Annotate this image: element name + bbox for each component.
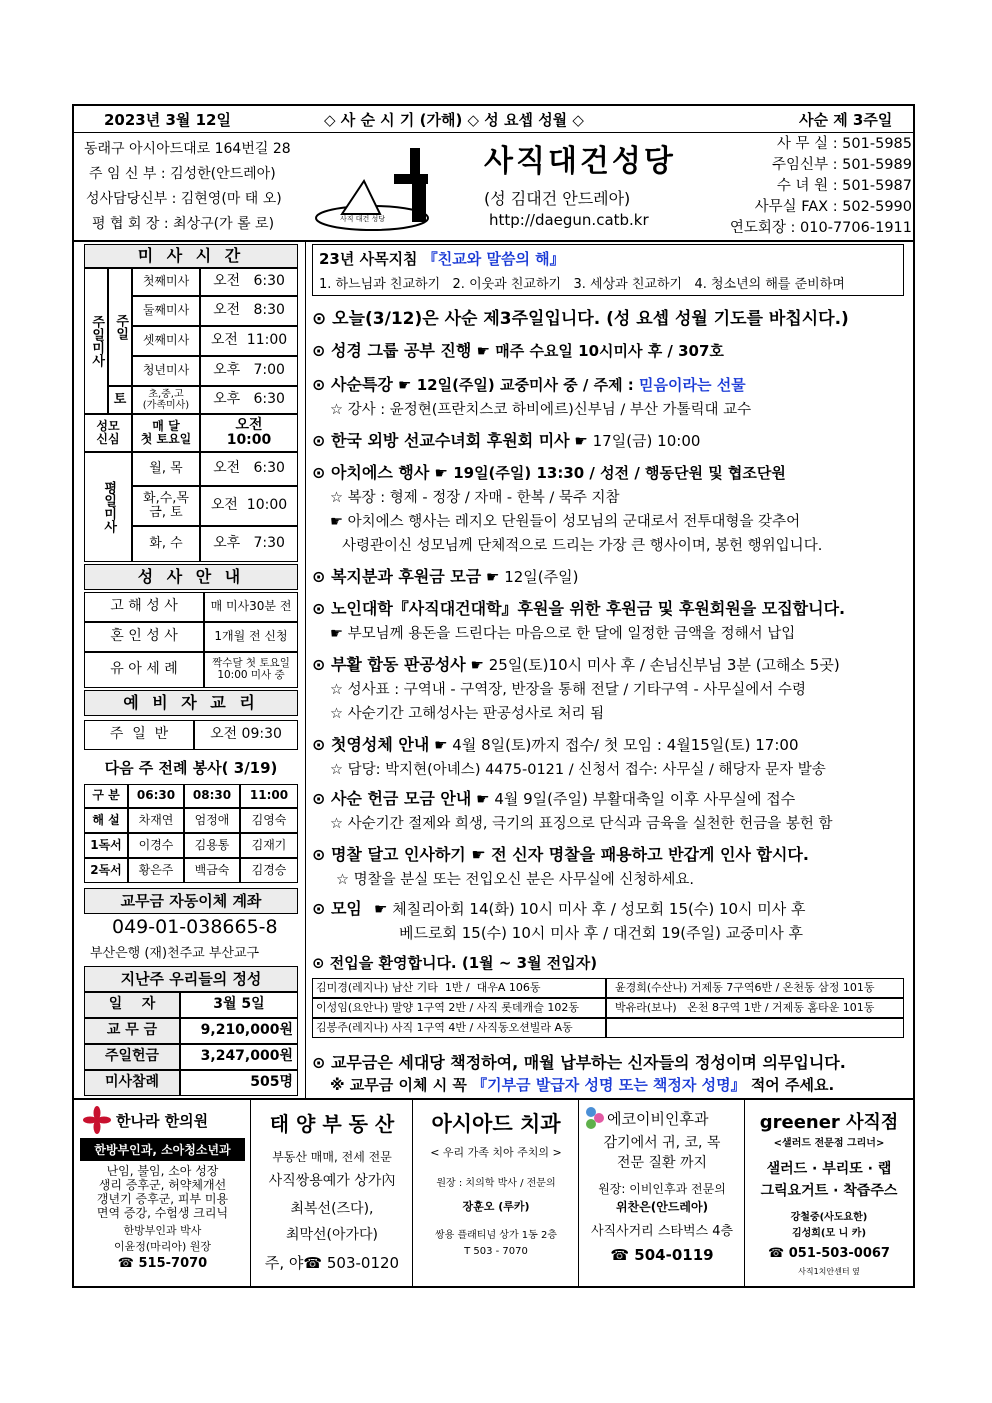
sacrament-info: 짝수달 첫 토요일 10:00 미사 중 <box>204 652 298 688</box>
mass-name: 초,중,고 (가족미사) <box>132 386 200 414</box>
contact-council: 연도회장 : 010-7706-1911 <box>729 220 912 236</box>
mass-time: 오전 8:30 <box>200 296 298 326</box>
serving-person: 김재기 <box>240 833 298 858</box>
notice-mission-mass <box>312 428 700 451</box>
ad-line: 갱년기 증후군, 피부 미용 <box>96 1192 229 1206</box>
serving-title: 다음 주 전례 봉사( 3/19) <box>104 758 278 777</box>
mass-time: 오후 6:30 <box>200 386 298 414</box>
notice-detail: ☛ 4월 8일(토)까지 접수/ 첫 모임 : 4월15일(토) 17:00 <box>429 736 799 754</box>
catechism-time: 오전 09:30 <box>194 720 298 750</box>
sacrament-info: 1개월 전 신청 <box>204 622 298 652</box>
council-chair: 평 협 회 장 : 최상구(가 롤 로) <box>92 216 275 232</box>
notice-confession <box>312 652 840 675</box>
notice-detail: ☛ 매주 수요일 10시미사 후 / 307호 <box>471 342 724 360</box>
ad-band: 한방부인과, 소아청소년과 <box>80 1138 245 1161</box>
newcomer-entry: 김봉주(레지나) 사직 1구역 4반 / 사직동오션빌라 A동 <box>312 1018 606 1038</box>
weekday-time: 오후 7:30 <box>200 526 298 562</box>
serving-header: 08:30 <box>184 784 240 808</box>
tithe-note-c: 적어 주세요. <box>745 1076 835 1094</box>
ad-line: < 우리 가족 치아 주치의 > <box>430 1146 562 1159</box>
communion-contact: ☆ 담당: 박지현(아녜스) 4475-0121 / 신청서 접수: 사무실 / 해당자 문자 발송 <box>330 762 826 778</box>
lecture-topic: 믿음이라는 선물 <box>639 376 746 394</box>
notice-detail: ☛ 12일(주일) <box>481 568 579 586</box>
serving-person: 이경수 <box>128 833 184 858</box>
ad-line: 면역 증강, 수험생 크리닉 <box>96 1206 229 1220</box>
notice-title: ⊙ 사순 헌금 모금 안내 <box>312 789 472 808</box>
parish-logo <box>312 136 447 236</box>
newcomer-entry: 윤경희(수산나) 거제동 7구역6반 / 온천동 삼정 101동 <box>606 978 904 998</box>
acies-dress: ☆ 복장 : 형제 - 정장 / 자매 - 한복 / 묵주 지참 <box>330 490 620 506</box>
ad-line: 김성희(모 니 카) <box>791 1228 867 1239</box>
notice-bible-study <box>312 338 724 361</box>
tithe-bank: 부산은행 (재)천주교 부산교구 <box>90 946 260 961</box>
notice-meetings <box>312 896 362 919</box>
ad-phone: 주, 야☎ 503-0120 <box>264 1254 400 1272</box>
ad-line: 장훈오 (루카) <box>462 1200 530 1213</box>
motto-prefix: 23년 사목지침 <box>319 250 423 268</box>
ad-name: 에코이비인후과 <box>607 1109 709 1128</box>
notice-welfare-fund <box>312 564 578 587</box>
meetings-line-1: ☛ 체칠리아회 14(화) 10시 미사 후 / 성모회 15(수) 10시 미사 후 <box>374 900 806 918</box>
notice-title: ⊙ 복지분과 후원금 모금 <box>312 567 482 586</box>
mass-time: 오전 6:30 <box>200 268 298 296</box>
ad-line: <샐러드 전문점 그리너> <box>773 1138 885 1149</box>
marian-day: 매 달 첫 토요일 <box>132 414 200 452</box>
notice-lent-sunday: ⊙ 오늘(3/12)은 사순 제3주일입니다. (성 요셉 성월 기도를 바칩시다.) <box>312 309 849 329</box>
ad-taeyang-realty <box>251 1100 413 1288</box>
ad-line: 생리 증후군, 허약체개선 <box>98 1178 227 1192</box>
offering-label: 교 무 금 <box>84 1018 180 1044</box>
ad-name: 한나라 한의원 <box>116 1111 209 1130</box>
motto-highlight: 『친교와 말씀의 해』 <box>422 250 565 268</box>
serving-person: 김용통 <box>184 833 240 858</box>
motto-heading <box>319 248 565 269</box>
weekday-mass-label: 평일미사 <box>84 452 132 562</box>
liturgical-week: 사순 제 3주일 <box>799 111 893 129</box>
notice-title: ⊙ 모임 <box>312 899 362 918</box>
marian-label: 성모 신심 <box>84 414 132 452</box>
ad-line: 원장 : 치의학 박사 / 전문의 <box>436 1178 556 1189</box>
offering-value: 9,210,000원 <box>180 1018 298 1044</box>
ad-asiad-dental <box>413 1100 579 1288</box>
notice-detail: ☛ 25일(토)10시 미사 후 / 손님신부님 3분 (고해소 5곳) <box>465 656 840 674</box>
notice-first-communion <box>312 732 799 755</box>
contact-convent: 수 녀 원 : 501-5987 <box>776 178 912 194</box>
ad-line: 원장: 이비인후과 전문의 <box>598 1182 726 1196</box>
serving-person: 엄정애 <box>184 808 240 833</box>
notice-acies <box>312 460 786 483</box>
serving-person: 김영숙 <box>240 808 298 833</box>
weekday-day: 화,수,목 금, 토 <box>132 486 200 526</box>
ad-line: 한방부인과 박사 <box>123 1224 202 1237</box>
notice-title: ⊙ 한국 외방 선교수녀회 후원회 미사 <box>312 431 570 450</box>
notice-lent-offering <box>312 786 795 809</box>
serving-person: 황은주 <box>128 858 184 883</box>
ad-line: 강철중(사도요한) <box>790 1212 868 1223</box>
ad-eco-ent <box>579 1100 745 1288</box>
mass-name: 청년미사 <box>132 356 200 386</box>
sunday-label: 주일 <box>108 268 132 386</box>
mass-name: 첫째미사 <box>132 268 200 296</box>
mass-name: 셋째미사 <box>132 326 200 356</box>
marian-time: 오전 10:00 <box>200 414 298 452</box>
sacrament-name: 유 아 세 례 <box>84 652 204 688</box>
ad-hannara-clinic <box>74 1100 251 1288</box>
lent-offering-detail: ☆ 사순기간 절제와 희생, 극기의 표징으로 단식과 금육을 실천한 헌금을 봉헌 함 <box>330 816 833 832</box>
ad-line: 전문 질환 까지 <box>616 1155 708 1171</box>
parish-address: 동래구 아시아드대로 164번길 28 <box>84 141 291 157</box>
ad-phone: ☎ 051-503-0067 <box>768 1246 890 1261</box>
catechism-class: 주 일 반 <box>84 720 194 750</box>
acies-desc-1: ☛ 아치에스 행사는 레지오 단원들이 성모님의 군대로서 전투대형을 갖추어 <box>330 514 801 530</box>
flower-logo-icon <box>82 1106 112 1134</box>
tithe-transfer-note <box>330 1074 834 1095</box>
serving-role: 1독서 <box>84 833 128 858</box>
notice-name-tag: ⊙ 명찰 달고 인사하기 ☛ 전 신자 명찰을 패용하고 반갑게 인사 합시다. <box>312 845 809 864</box>
notice-detail: ☛ 19일(주일) 13:30 / 성전 / 행동단원 및 협조단원 <box>429 464 786 482</box>
sacrament-info: 매 미사30분 전 <box>204 592 298 622</box>
sacrament-name: 혼 인 성 사 <box>84 622 204 652</box>
offering-value: 3월 5일 <box>180 992 298 1018</box>
weekday-day: 월, 목 <box>132 452 200 486</box>
ad-name: 태 양 부 동 산 <box>269 1112 395 1136</box>
ad-greener <box>745 1100 913 1288</box>
pastoral-motto-box <box>312 244 904 296</box>
serving-header: 06:30 <box>128 784 184 808</box>
weekday-time: 오전 6:30 <box>200 452 298 486</box>
mass-time: 오전 11:00 <box>200 326 298 356</box>
contact-pastor: 주임신부 : 501-5989 <box>772 157 912 173</box>
notice-tithe-duty: ⊙ 교무금은 세대당 책정하여, 매월 납부하는 신자들의 정성이며 의무입니다. <box>312 1053 846 1072</box>
ad-line: 이윤정(마리아) 원장 <box>113 1240 212 1253</box>
offering-label: 미사참례 <box>84 1070 180 1096</box>
notice-detail: ☛ 17일(금) 10:00 <box>569 432 701 450</box>
sacraments-title: 성 사 안 내 <box>84 564 298 590</box>
offering-value: 3,247,000원 <box>180 1044 298 1070</box>
notice-title: ⊙ 부활 합동 판공성사 <box>312 655 466 674</box>
serving-person: 김경승 <box>240 858 298 883</box>
notice-senior-college: ⊙ 노인대학『사직대건대학』후원을 위한 후원금 및 후원회원을 모집합니다. <box>312 599 846 618</box>
tithe-note-a: ※ 교무금 이체 시 꼭 <box>330 1076 473 1094</box>
motto-items: 1. 하느님과 친교하기 2. 이웃과 친교하기 3. 세상과 친교하기 4. 청소년의 해를 준비하며 <box>319 277 845 292</box>
parish-patron: (성 김대건 안드레아) <box>484 189 631 208</box>
tithe-note-highlight: 『기부금 발급자 성명 또는 책정자 성명』 <box>472 1076 746 1094</box>
mass-name: 둘째미사 <box>132 296 200 326</box>
name-tag-detail: ☆ 명찰을 분실 또는 전입오신 분은 사무실에 신청하세요. <box>336 872 695 888</box>
ad-line: 사직사거리 스타벅스 4층 <box>590 1224 734 1239</box>
serving-person: 차재연 <box>128 808 184 833</box>
offering-label: 주일헌금 <box>84 1044 180 1070</box>
tithe-account: 049-01-038665-8 <box>112 916 278 938</box>
contact-office: 사 무 실 : 501-5985 <box>776 136 912 152</box>
ad-line: 사직쌍용예가 상가內 <box>268 1173 396 1189</box>
senior-college-detail: ☛ 부모님께 용돈을 드린다는 마음으로 한 달에 일정한 금액을 정해서 납입 <box>330 626 796 642</box>
ad-name: greener 사직점 <box>759 1112 899 1133</box>
youth-priest: 성사담당신부 : 김현영(마 태 오) <box>86 191 282 207</box>
ad-line: 최복선(즈다), <box>290 1201 374 1217</box>
confession-ticket: ☆ 성사표 : 구역내 - 구역장, 반장을 통해 전달 / 기타구역 - 사무실에서 수령 <box>330 682 806 698</box>
parish-name: 사직대건성당 <box>484 144 676 179</box>
serving-header: 11:00 <box>240 784 298 808</box>
confession-note: ☆ 사순기간 고해성사는 판공성사로 처리 됨 <box>330 706 605 722</box>
notice-title: ⊙ 첫영성체 안내 <box>312 735 430 754</box>
offering-label: 일 자 <box>84 992 180 1018</box>
newcomer-entry: 김미경(레지나) 남산 기타 1반 / 대우A 106동 <box>312 978 606 998</box>
bulletin-date: 2023년 3월 12일 <box>104 111 231 129</box>
ad-phone: ☎ 515-7070 <box>117 1256 208 1271</box>
notice-lent-lecture <box>312 372 746 395</box>
notice-title: ⊙ 사순특강 <box>312 375 393 394</box>
parish-url[interactable]: http://daegun.catb.kr <box>489 211 649 229</box>
parish-contacts <box>692 134 912 239</box>
serving-header: 구 분 <box>84 784 128 808</box>
ad-line: 그릭요거트 · 착즙주스 <box>760 1183 898 1199</box>
serving-role: 2독서 <box>84 858 128 883</box>
lecture-speaker: ☆ 강사 : 윤정현(프란치스코 하비에르)신부님 / 부산 가톨릭대 교수 <box>330 402 752 418</box>
ad-line: 위찬은(안드레아) <box>615 1200 709 1214</box>
newcomer-entry <box>606 1018 904 1038</box>
mass-times-title: 미 사 시 간 <box>84 244 298 268</box>
pastor: 주 임 신 부 : 김성한(안드레아) <box>89 166 276 182</box>
weekday-day: 화, 수 <box>132 526 200 562</box>
newcomer-entry: 이성임(요안나) 말양 1구역 2반 / 사직 롯데캐슬 102동 <box>312 998 606 1018</box>
notice-newcomers: ⊙ 전입을 환영합니다. (1월 ~ 3월 전입자) <box>312 954 598 972</box>
ad-line: 최막선(아가다) <box>285 1227 379 1243</box>
ad-note: 사직1치안센터 옆 <box>798 1267 860 1276</box>
acies-desc-2: 사령관이신 성모님께 단체적으로 드리는 가장 큰 행사이며, 봉헌 행위입니다. <box>342 538 823 554</box>
contact-fax: 사무실 FAX : 502-5990 <box>754 199 912 215</box>
saturday-label: 토 <box>108 386 132 414</box>
ad-line: 난임, 불임, 소아 성장 <box>106 1164 219 1178</box>
ad-phone: ☎ 504-0119 <box>610 1246 714 1264</box>
notice-title: ⊙ 아치에스 행사 <box>312 463 430 482</box>
serving-role: 해 설 <box>84 808 128 833</box>
ad-line: 감기에서 귀, 코, 목 <box>603 1135 721 1151</box>
meetings-line-2: 베드로회 15(수) 10시 미사 후 / 대건회 19(주일) 교중미사 후 <box>399 924 803 942</box>
ad-line: T 503 - 7070 <box>464 1246 528 1257</box>
notice-title: ⊙ 성경 그룹 공부 진행 <box>312 341 472 360</box>
bulletin-page <box>72 104 915 1288</box>
ad-line: 부동산 매매, 전세 전문 <box>272 1150 392 1164</box>
tithe-title: 교무금 자동이체 계좌 <box>84 888 298 914</box>
newcomer-entry: 박유라(보나) 온천 8구역 1반 / 거제동 홈타운 101동 <box>606 998 904 1018</box>
ad-line: 샐러드 · 부리또 · 랩 <box>766 1161 892 1177</box>
ad-name: 아시아드 치과 <box>431 1112 561 1136</box>
mass-time: 오후 7:00 <box>200 356 298 386</box>
offering-title: 지난주 우리들의 정성 <box>84 966 298 992</box>
eco-logo-icon <box>585 1106 605 1130</box>
liturgical-season: ◇ 사 순 시 기 (가해) ◇ 성 요셉 성월 ◇ <box>324 111 584 129</box>
sunday-mass-label: 주일미사 <box>84 268 108 414</box>
ad-line: 쌍용 플래티넘 상가 1동 2층 <box>434 1230 558 1241</box>
notice-detail: ☛ 4월 9일(주일) 부활대축일 이후 사무실에 접수 <box>471 790 796 808</box>
offering-value: 505명 <box>180 1070 298 1096</box>
catechism-title: 예 비 자 교 리 <box>84 690 298 716</box>
serving-person: 백금숙 <box>184 858 240 883</box>
weekday-time: 오전 10:00 <box>200 486 298 526</box>
notice-detail: ☛ 12일(주일) 교중미사 중 / 주제 : <box>392 376 640 394</box>
logo-caption: 사직 대건 성당 <box>340 215 386 223</box>
sacrament-name: 고 해 성 사 <box>84 592 204 622</box>
